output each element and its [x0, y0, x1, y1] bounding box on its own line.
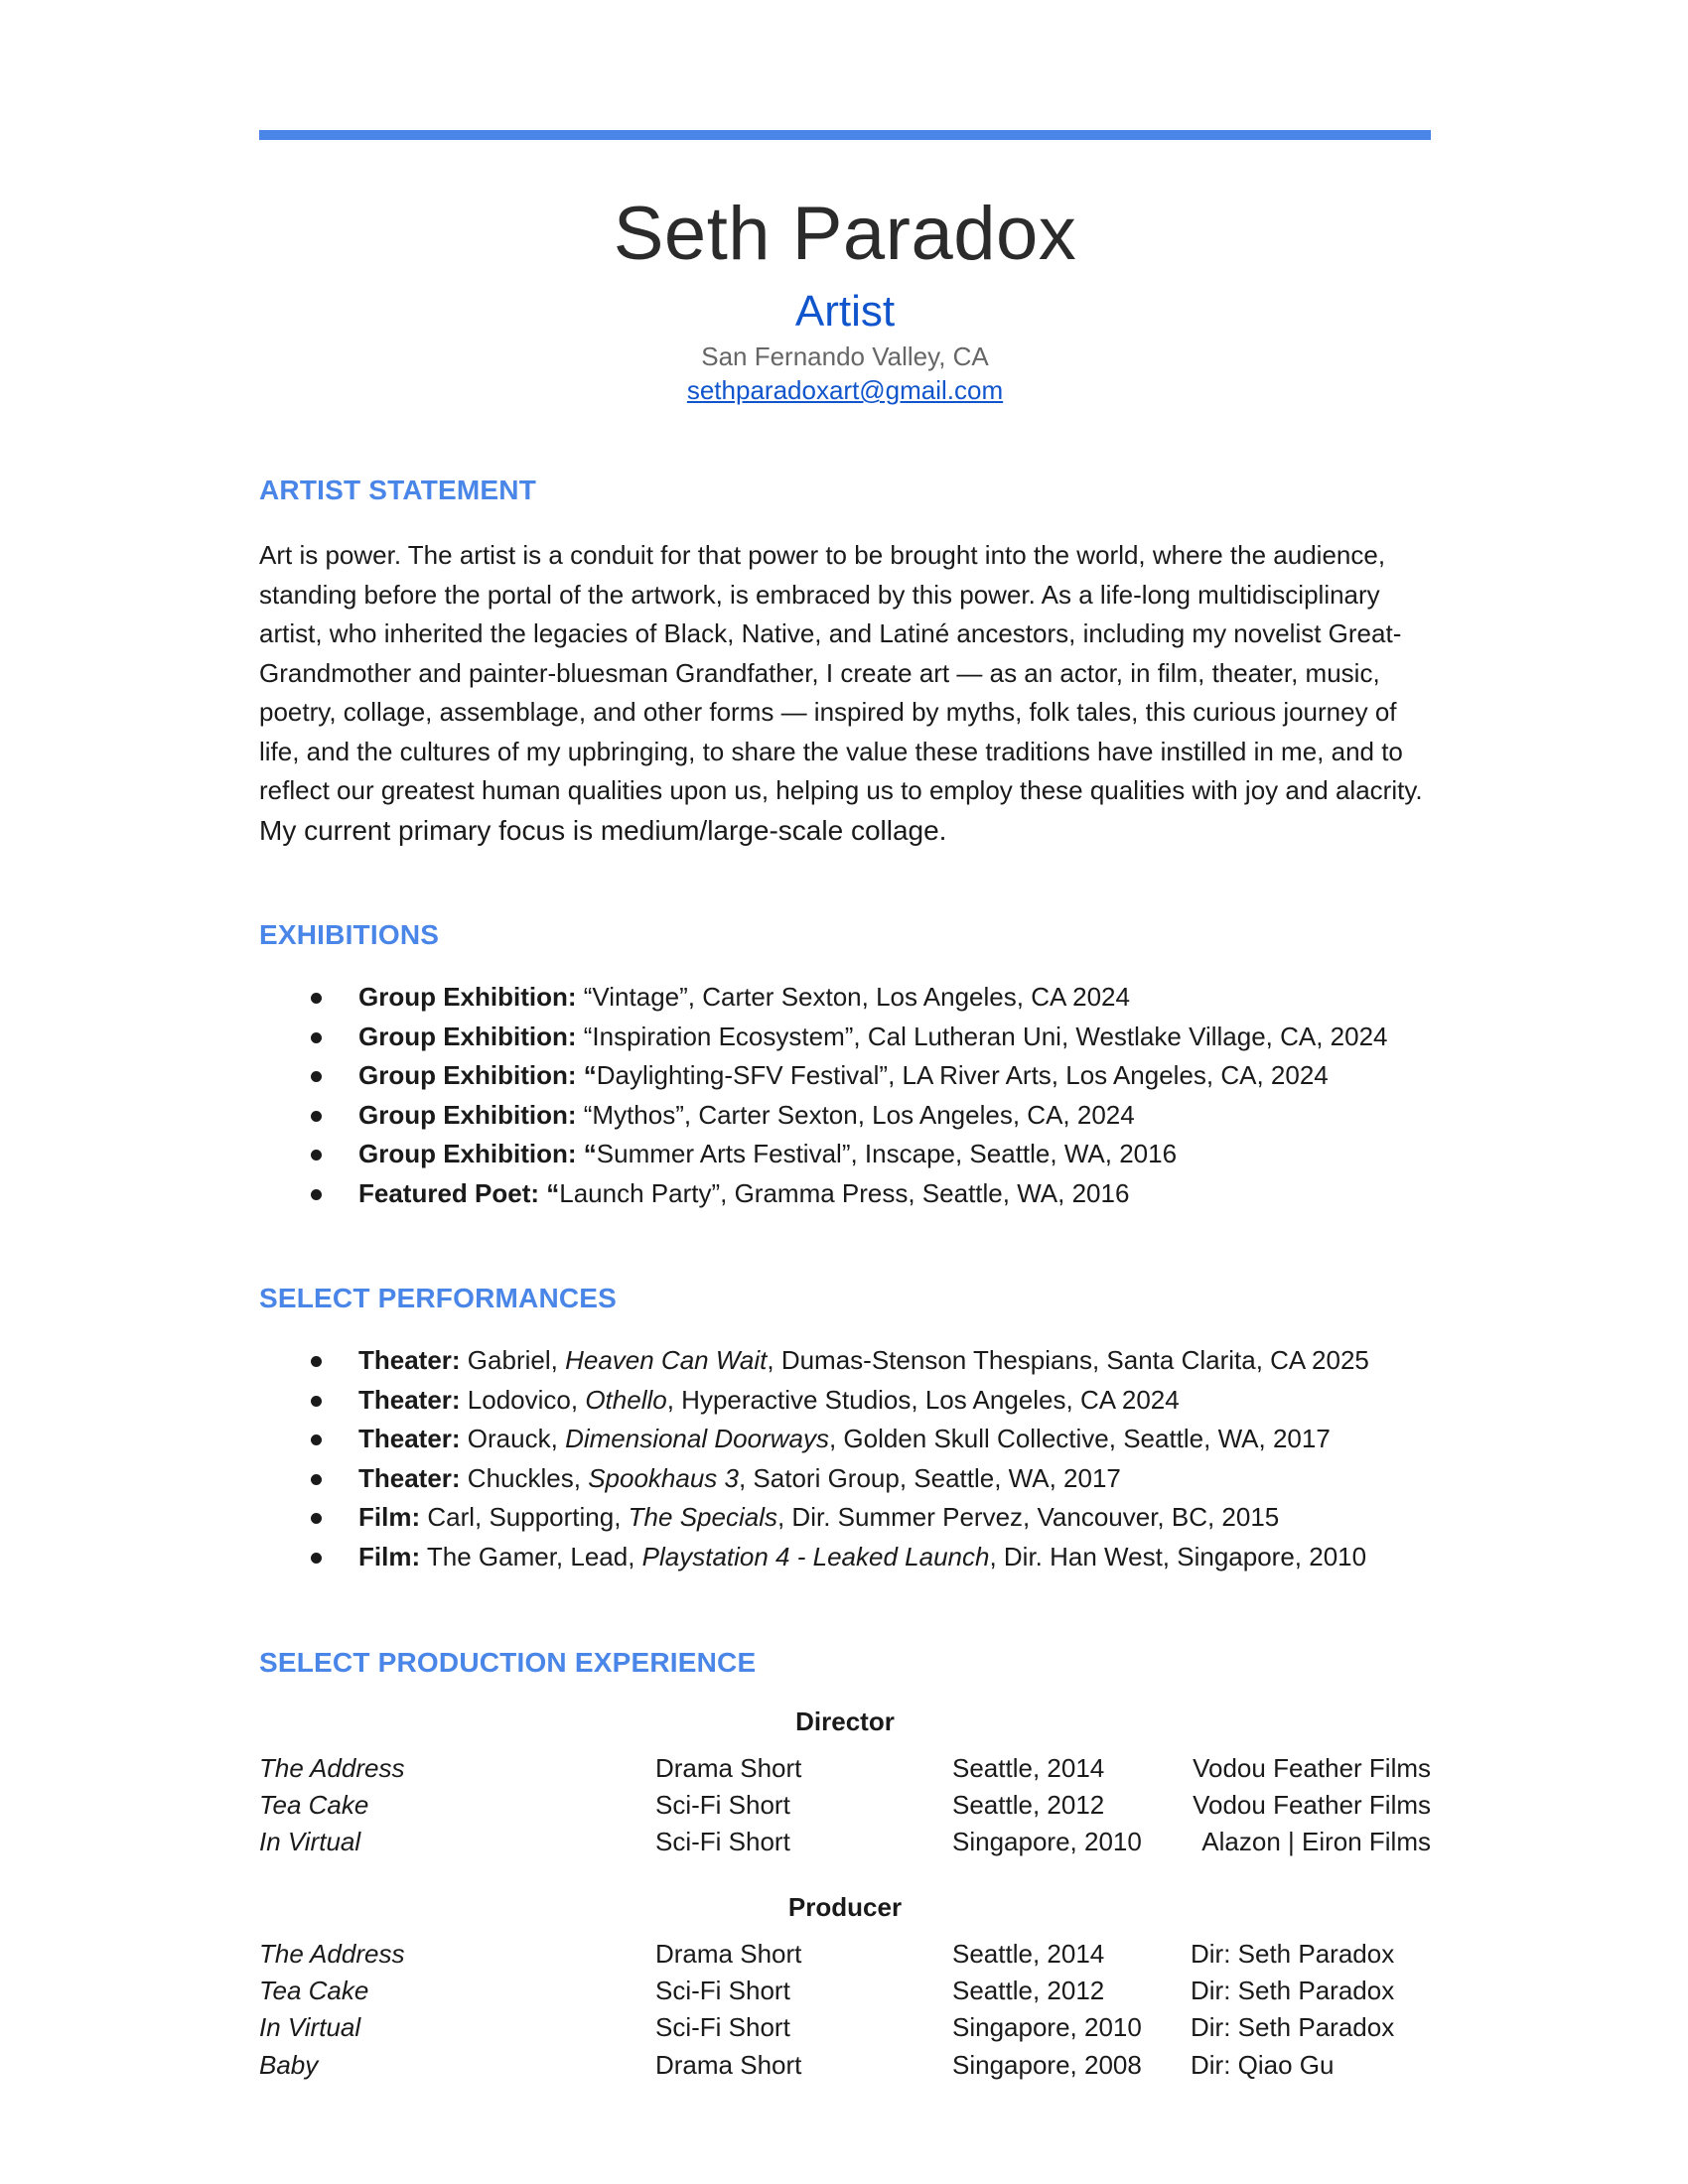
list-item: Group Exhibition: “Daylighting-SFV Festival”, LA River Arts, Los Angeles, CA, 2024: [259, 1056, 1431, 1096]
producer-subheading: Producer: [787, 1892, 903, 1922]
exhibitions-list: [259, 978, 1431, 1213]
statement-body: Art is power. The artist is a conduit for that power to be brought into the world, where the audience, standing before the portal of the artwork, is embraced by this power. As a life-long multidisciplinary artist, who inherited the legacies of Black, Native, and Latiné ancestors, including my novelist Great-Grandmother and painter-bluesman Grandfather, I create art — as an actor, in film, theater, music, poetry, collage, assemblage, and other forms — inspired by myths, folk tales, this curious journey of life, and the cultures of my upbringing, to share the value these traditions have instilled in me, and to reflect our greatest human qualities upon us, helping us to employ these qualities with joy and alacrity.: [259, 540, 1423, 805]
statement-focus: My current primary focus is medium/large-scale collage.: [259, 814, 947, 846]
list-item: Group Exhibition: “Inspiration Ecosystem”, Cal Lutheran Uni, Westlake Village, CA, 2024: [259, 1018, 1431, 1057]
list-item: Theater: Lodovico, Othello, Hyperactive Studios, Los Angeles, CA 2024: [259, 1381, 1431, 1421]
artist-location: San Fernando Valley, CA: [701, 341, 989, 371]
director-subheading: Director: [795, 1706, 895, 1736]
list-item: Group Exhibition: “Mythos”, Carter Sexton, Los Angeles, CA, 2024: [259, 1096, 1431, 1136]
list-item: Theater: Chuckles, Spookhaus 3, Satori Group, Seattle, WA, 2017: [259, 1459, 1431, 1499]
list-item: Featured Poet: “Launch Party”, Gramma Press, Seattle, WA, 2016: [259, 1174, 1431, 1214]
bullet-icon: [311, 1032, 322, 1043]
table-row: The Address Drama Short Seattle, 2014 Vodou Feather Films: [259, 1753, 1431, 1783]
list-item: Film: The Gamer, Lead, Playstation 4 - Leaked Launch, Dir. Han West, Singapore, 2010: [259, 1538, 1431, 1577]
table-row: In Virtual Sci-Fi Short Singapore, 2010 Dir: Seth Paradox: [259, 2012, 1395, 2042]
bullet-icon: [311, 1474, 322, 1485]
table-row: Baby Drama Short Singapore, 2008 Dir: Qiao Gu: [259, 2050, 1335, 2080]
artist-statement: [259, 536, 1431, 851]
bullet-icon: [311, 1434, 322, 1445]
bullet-icon: [311, 1356, 322, 1367]
bullet-icon: [311, 993, 322, 1004]
performances-list: [259, 1341, 1431, 1576]
production-heading: SELECT PRODUCTION EXPERIENCE: [259, 1647, 757, 1678]
email-link[interactable]: sethparadoxart@gmail.com: [686, 375, 1004, 405]
top-accent-rule: [259, 130, 1431, 140]
bullet-icon: [311, 1189, 322, 1200]
table-row: The Address Drama Short Seattle, 2014 Dir: Seth Paradox: [259, 1939, 1395, 1969]
statement-heading: ARTIST STATEMENT: [259, 475, 537, 505]
table-row: In Virtual Sci-Fi Short Singapore, 2010 Alazon | Eiron Films: [259, 1827, 1431, 1856]
artist-name: Seth Paradox: [613, 192, 1077, 276]
bullet-icon: [311, 1553, 322, 1564]
bullet-icon: [311, 1150, 322, 1160]
list-item: Theater: Orauck, Dimensional Doorways, Golden Skull Collective, Seattle, WA, 2017: [259, 1420, 1431, 1459]
table-row: Tea Cake Sci-Fi Short Seattle, 2012 Vodou Feather Films: [259, 1790, 1431, 1820]
list-item: Group Exhibition: “Summer Arts Festival”, Inscape, Seattle, WA, 2016: [259, 1135, 1431, 1174]
list-item: Group Exhibition: “Vintage”, Carter Sexton, Los Angeles, CA 2024: [259, 978, 1431, 1018]
bullet-icon: [311, 1396, 322, 1407]
exhibitions-heading: EXHIBITIONS: [259, 919, 440, 950]
bullet-icon: [311, 1513, 322, 1524]
performances-heading: SELECT PERFORMANCES: [259, 1283, 618, 1313]
table-row: Tea Cake Sci-Fi Short Seattle, 2012 Dir: Seth Paradox: [259, 1976, 1395, 2005]
bullet-icon: [311, 1111, 322, 1122]
resume-page: [259, 0, 1431, 2184]
list-item: Theater: Gabriel, Heaven Can Wait, Dumas-Stenson Thespians, Santa Clarita, CA 2025: [259, 1341, 1431, 1381]
resume-header: [259, 187, 1431, 407]
list-item: Film: Carl, Supporting, The Specials, Dir. Summer Pervez, Vancouver, BC, 2015: [259, 1498, 1431, 1538]
bullet-icon: [311, 1071, 322, 1082]
artist-role: Artist: [794, 287, 896, 336]
